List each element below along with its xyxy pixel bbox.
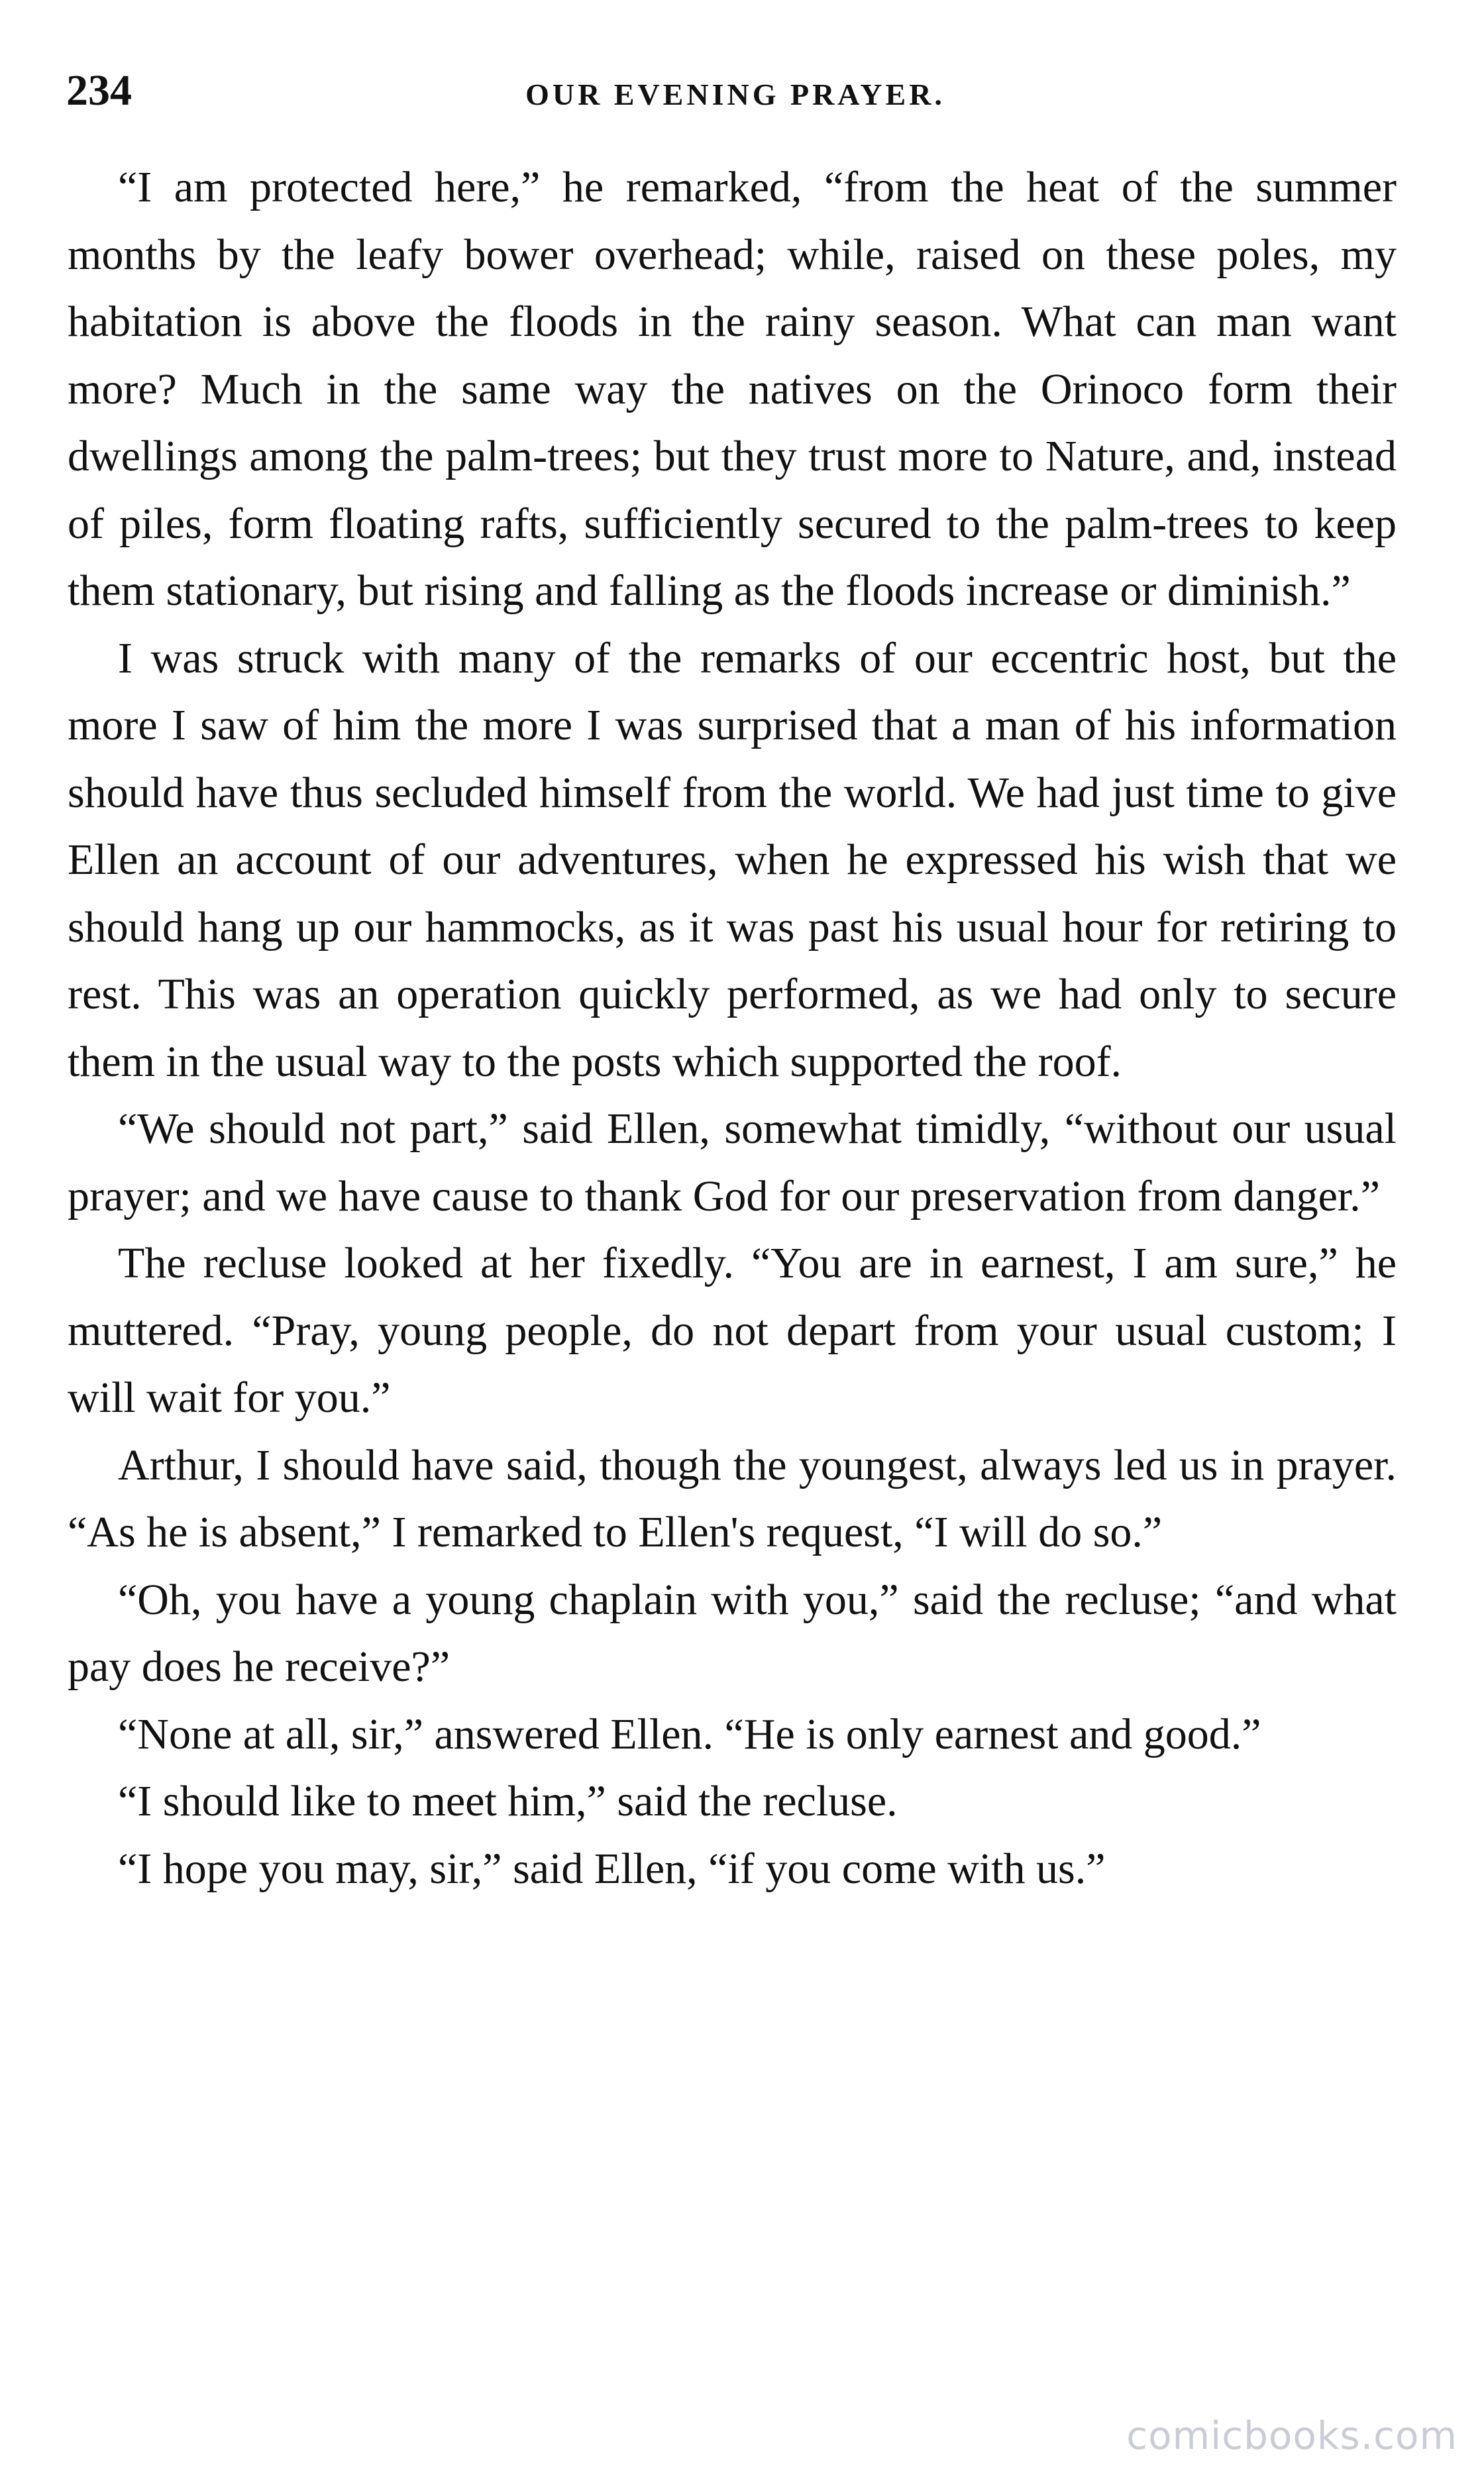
paragraph: “Oh, you have a young chaplain with you,” said the recluse; “and what pay does he receive?” — [68, 1575, 1397, 1691]
paragraph: I was struck with many of the remarks of our eccentric host, but the more I saw of him the more I was surprised that a man of his information should have thus secluded himself from the world. We had just time to give Ellen an account of our adventures, when he expressed his wish that we should hang up our hammocks, as it was past his usual hour for retiring to rest. This was an operation quickly performed, as we had only to secure them in the usual way to the posts which supported the roof. — [68, 633, 1397, 1086]
watermark: comicbooks.com — [1126, 2413, 1458, 2458]
paragraph: “I should like to meet him,” said the recluse. — [118, 1777, 898, 1825]
body-text — [68, 154, 1397, 1902]
paragraph: “None at all, sir,” answered Ellen. “He is only earnest and good.” — [118, 1709, 1261, 1758]
page-header — [66, 61, 1404, 121]
paragraph: Arthur, I should have said, though the youngest, always led us in prayer. “As he is absent,” I remarked to Ellen's request, “I will do so.” — [68, 1440, 1397, 1556]
paragraph: “I am protected here,” he remarked, “from the heat of the summer months by the leafy bower overhead; while, raised on these poles, my habitation is above the floods in the rainy season. What can man want more? Much in the same way the natives on the Orinoco form their dwellings among the palm-trees; but they trust more to Nature, and, instead of piles, form floating rafts, sufficiently secured to the palm-trees to keep them stationary, but rising and falling as the floods increase or diminish.” — [68, 163, 1397, 615]
paragraph: The recluse looked at her fixedly. “You are in earnest, I am sure,” he muttered. “Pray, young people, do not depart from your usual custom; I will wait for you.” — [68, 1239, 1397, 1422]
page-number: 234 — [66, 66, 132, 115]
paragraph: “We should not part,” said Ellen, somewhat timidly, “without our usual prayer; and we have cause to thank God for our preservation from danger.” — [68, 1104, 1397, 1220]
running-head: OUR EVENING PRAYER. — [525, 78, 945, 111]
paragraph: “I hope you may, sir,” said Ellen, “if you come with us.” — [118, 1844, 1106, 1893]
